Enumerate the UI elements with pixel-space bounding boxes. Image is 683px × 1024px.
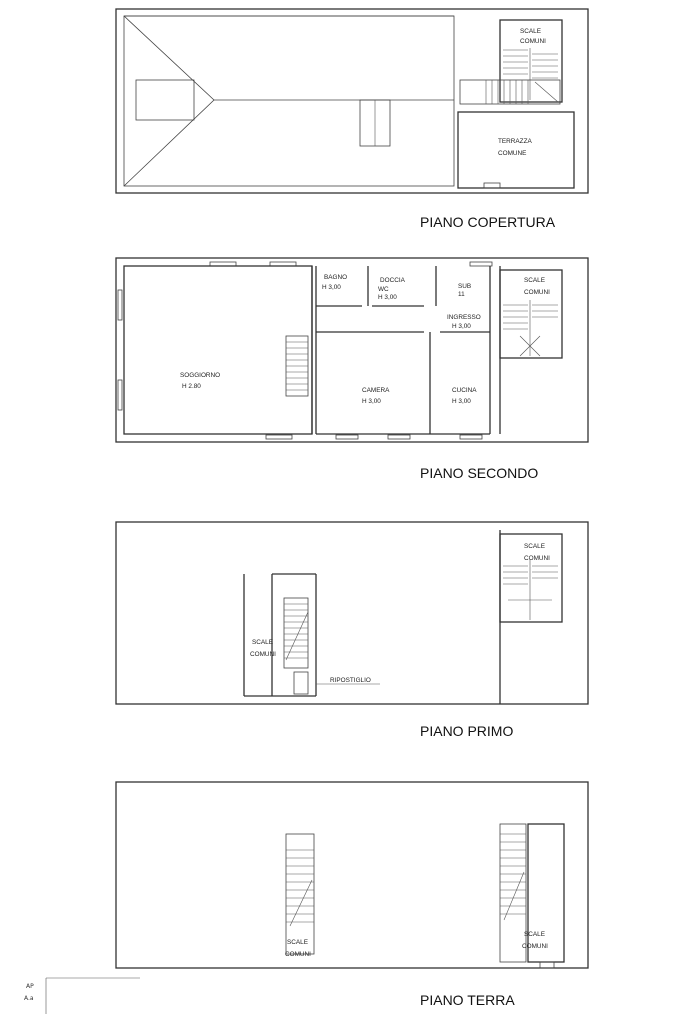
second-floor-outline [116, 258, 588, 442]
room-ingresso-name: INGRESSO [447, 314, 481, 321]
room-ingresso-height: H 3,00 [452, 323, 471, 330]
corner-mark-2: A.a [24, 995, 34, 1002]
stair-label-terra-left-1: SCALE [287, 939, 308, 946]
floor-primo [116, 522, 588, 739]
roof-dormer-left [136, 80, 194, 120]
room-doccia-name: DOCCIA [380, 277, 405, 284]
stair-label-primo-left-1: SCALE [252, 639, 273, 646]
floor-title-secondo: PIANO SECONDO [420, 465, 539, 481]
interior-walls-secondo [124, 266, 500, 434]
roof-outline [116, 9, 588, 193]
room-doccia-height: H 3,00 [378, 294, 397, 301]
stair-label-primo-right-2: COMUNI [524, 555, 550, 562]
terrace-label-2: COMUNE [498, 150, 527, 157]
room-camera-name: CAMERA [362, 387, 390, 394]
room-soggiorno-name: SOGGIORNO [180, 372, 221, 379]
room-cucina-height: H 3,00 [452, 398, 471, 405]
stair-label-copertura-2: COMUNI [520, 38, 546, 45]
room-camera-height: H 3,00 [362, 398, 381, 405]
corner-marks [24, 978, 140, 1014]
floor-copertura [116, 9, 588, 230]
roof-inner-outline [124, 16, 454, 186]
room-bagno-height: H 3,00 [322, 284, 341, 291]
floor-secondo [116, 258, 588, 481]
corner-mark-1: AP [26, 983, 34, 990]
roof-hip-left [124, 16, 214, 186]
room-doccia-name2: WC [378, 286, 389, 293]
floor-title-copertura: PIANO COPERTURA [420, 214, 556, 230]
ground-floor-outline [116, 782, 588, 968]
terrace-label-1: TERRAZZA [498, 138, 532, 145]
stair-label-terra-right-1: SCALE [524, 931, 545, 938]
stair-label-terra-right-2: COMUNI [522, 943, 548, 950]
stair-label-secondo-2: COMUNI [524, 289, 550, 296]
stair-label-copertura-1: SCALE [520, 28, 541, 35]
ripostiglio-label: RIPOSTIGLIO [330, 677, 371, 684]
floor-title-terra: PIANO TERRA [420, 992, 515, 1008]
stair-block-terra-left [286, 834, 314, 954]
floor-title-primo: PIANO PRIMO [420, 723, 514, 739]
stair-label-primo-left-2: COMUNI [250, 651, 276, 658]
stair-treads-copertura [503, 48, 558, 102]
room-cucina-name: CUCINA [452, 387, 477, 394]
stair-label-primo-right-1: SCALE [524, 543, 545, 550]
stair-treads-secondo [503, 300, 558, 356]
room-bagno-name: BAGNO [324, 274, 348, 281]
room-sub-name: SUB [458, 283, 472, 290]
room-sub-number: 11 [458, 291, 465, 298]
stair-label-secondo-1: SCALE [524, 277, 545, 284]
floor-terra [116, 782, 588, 1008]
room-soggiorno-height: H 2.80 [182, 383, 201, 390]
stair-label-terra-left-2: COMUNI [285, 951, 311, 958]
